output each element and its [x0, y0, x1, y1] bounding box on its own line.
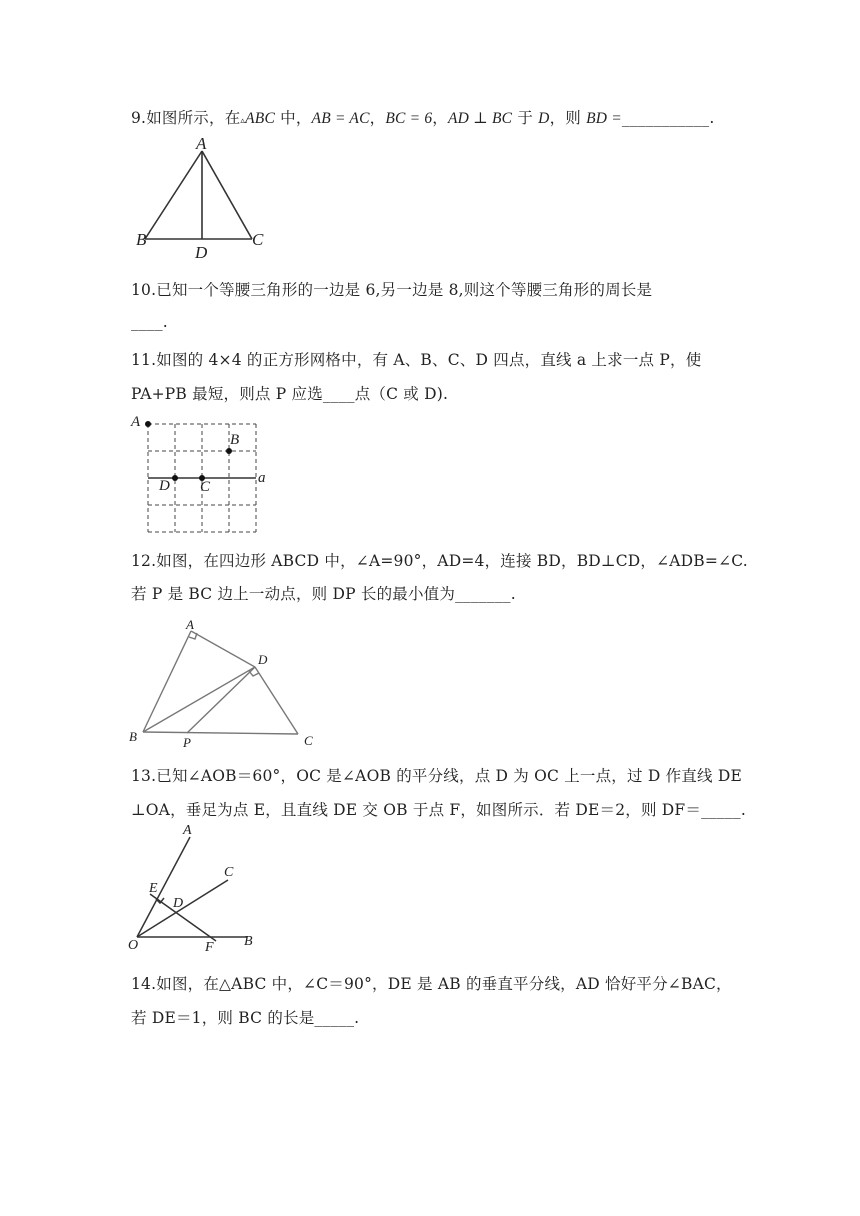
q12-line1: 12.如图，在四边形 ABCD 中，∠A=90°，AD=4，连接 BD，BD⊥CD，∠ADB=∠C.: [131, 552, 748, 570]
q9-condition: BC = 6: [385, 110, 433, 127]
label-a: A: [131, 414, 141, 430]
label-e: E: [149, 881, 158, 896]
q13-line2: ⊥OA，垂足为点 E，且直线 DE 交 OB 于点 F，如图所示．若 DE＝2，则 DF＝_____.: [131, 801, 746, 819]
q12-figure: [125, 615, 325, 755]
q14-line1: 14.如图，在△ABC 中，∠C＝90°，DE 是 AB 的垂直平分线，AD 恰好平分∠BAC，: [131, 975, 732, 993]
q9-condition: AB = AC: [311, 110, 370, 127]
label-o: O: [128, 938, 139, 953]
q14-line2: 若 DE＝1，则 BC 的长是_____.: [131, 1009, 360, 1027]
label-d: D: [173, 896, 184, 911]
q11-line2: PA+PB 最短，则点 P 应选____点（C 或 D).: [131, 385, 449, 403]
label-p: P: [183, 735, 191, 750]
q12-line2: 若 P 是 BC 边上一动点，则 DP 长的最小值为_______.: [131, 585, 516, 603]
label-line-a: a: [258, 470, 266, 486]
segment-ab: [143, 631, 191, 732]
segment-dc: [255, 667, 298, 734]
q9-separator: ，: [369, 109, 386, 127]
label-c: C: [200, 479, 211, 495]
label-f: F: [205, 940, 214, 955]
q9-point-d: D: [538, 110, 550, 127]
q10-line2: ____.: [131, 313, 168, 331]
q9-period: .: [709, 109, 715, 127]
point-a: [145, 421, 151, 427]
q9-separator: ，: [432, 109, 448, 127]
q13-figure: [125, 820, 275, 955]
label-d: D: [159, 478, 170, 494]
label-b: B: [230, 432, 240, 448]
q9-condition: AD ⊥ BC: [447, 110, 513, 127]
q9-text-part: 中，: [275, 109, 312, 127]
q11-line1: 11.如图的 4×4 的正方形网格中，有 A、B、C、D 四点，直线 a 上求一点 P，使: [131, 351, 702, 369]
q11-grid-figure: [128, 412, 273, 537]
label-b: B: [244, 934, 253, 949]
label-b: B: [136, 230, 147, 249]
q9-question: BD =: [586, 110, 622, 127]
triangle-symbol: ▵: [240, 116, 246, 126]
label-c: C: [224, 865, 234, 880]
q10-line1: 10.已知一个等腰三角形的一边是 6,另一边是 8,则这个等腰三角形的周长是: [131, 281, 653, 299]
point-b: [226, 448, 232, 454]
q13-line1: 13.已知∠AOB＝60°，OC 是∠AOB 的平分线，点 D 为 OC 上一点，过 D 作直线 DE: [131, 767, 742, 785]
label-c: C: [252, 230, 264, 249]
q9-text: [131, 106, 714, 128]
q9-text-part: 如图所示，在: [146, 109, 241, 127]
label-a: A: [186, 617, 194, 632]
label-d: D: [195, 243, 208, 262]
label-d: D: [258, 652, 268, 667]
segment-bc: [143, 732, 298, 734]
q9-answer-blank: ___________: [621, 109, 710, 127]
segment-ac: [202, 151, 252, 239]
label-a: A: [183, 823, 192, 838]
label-c: C: [304, 733, 313, 748]
segment-ad: [191, 631, 255, 667]
q9-text-part: ，则: [549, 109, 587, 127]
point-d: [172, 475, 178, 481]
q9-triangle-name: ABC: [245, 110, 275, 127]
label-b: B: [129, 729, 137, 744]
segment-ab: [145, 151, 202, 239]
label-a: A: [196, 135, 207, 153]
q9-number: 9.: [131, 109, 147, 127]
ray-oa: [137, 837, 190, 937]
q9-text-part: 于: [512, 109, 539, 127]
q9-figure: [130, 135, 280, 265]
